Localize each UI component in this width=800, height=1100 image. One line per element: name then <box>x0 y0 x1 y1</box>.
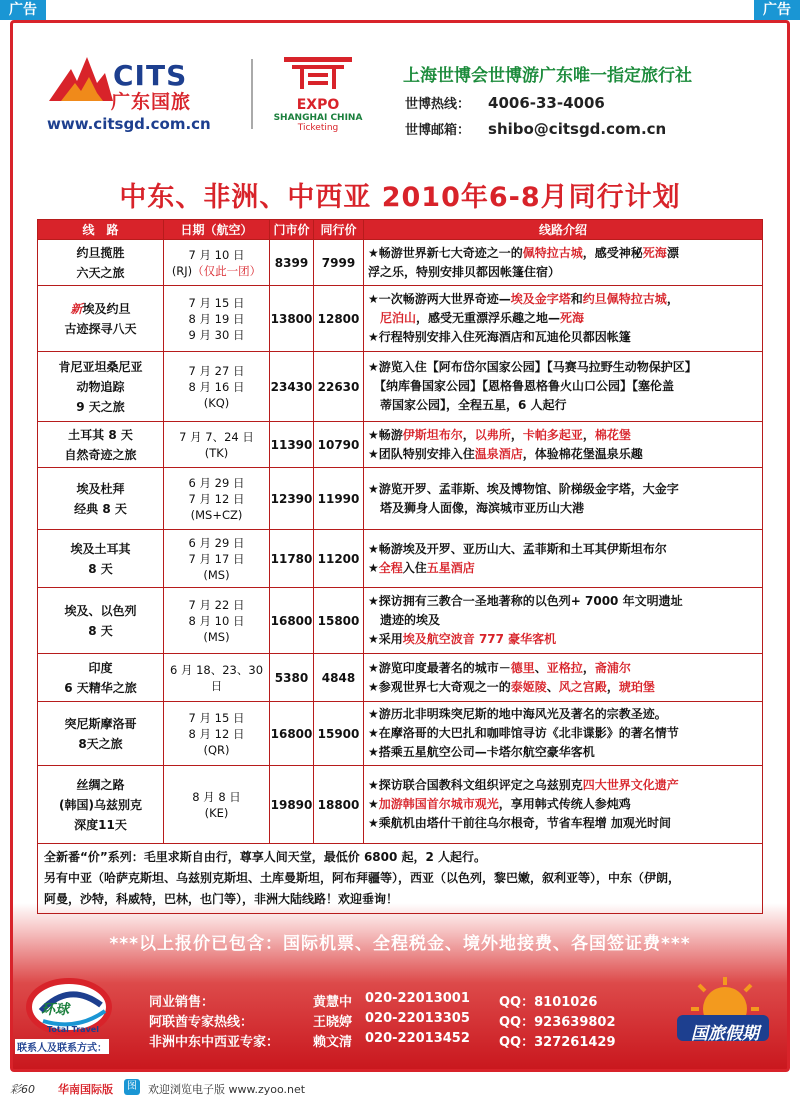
route-line: 6 天精华之旅 <box>64 680 137 695</box>
desc-text: ★采用 <box>368 632 403 646</box>
expo-sub: SHANGHAI CHINA <box>273 113 363 123</box>
table-header-row <box>38 220 763 240</box>
highlight-text: 泰姬陵 <box>510 679 547 694</box>
desc-line <box>368 426 758 445</box>
highlight-text: 斋浦尔 <box>594 660 631 675</box>
highlight-text: 风之宫殿 <box>558 679 607 694</box>
desc-text: ★团队特别安排入住 <box>368 446 475 461</box>
table-row <box>38 422 763 468</box>
desc-text: ★探访联合国教科文组织评定之乌兹别克 <box>368 778 583 792</box>
route-line: 8天之旅 <box>78 736 123 751</box>
date-cell <box>164 286 270 352</box>
hotline-value[interactable]: 4006-33-4006 <box>488 94 605 112</box>
highlight-text: 卡帕多起亚 <box>522 427 583 442</box>
date-line: 7 月 27 日 <box>188 363 245 378</box>
publication-name: 华南国际版 <box>58 1083 113 1096</box>
highlight-text: 约旦佩特拉古城 <box>582 292 667 306</box>
table-row <box>38 766 763 844</box>
expo-emblem-icon <box>278 53 358 93</box>
route-description <box>364 240 763 286</box>
table-footnote-row <box>38 844 763 914</box>
highlight-text: 棉花堡 <box>594 427 631 442</box>
route-description <box>364 352 763 422</box>
date-line: 9 月 30 日 <box>188 327 245 342</box>
new-badge: 新 <box>70 301 83 316</box>
route-line: 丝绸之路 <box>76 777 125 792</box>
desc-text: 、 <box>546 679 559 694</box>
retail-price: 16800 <box>270 588 314 654</box>
desc-text: ★乘航机由塔什干前往乌尔根奇，节省车程增 加观光时间 <box>368 816 671 830</box>
total-travel-cn: 环球 <box>41 1002 69 1018</box>
date-line: (KE) <box>204 805 229 820</box>
desc-text: ， <box>666 292 679 306</box>
table-footnote <box>38 844 763 914</box>
trade-price: 7999 <box>314 240 364 286</box>
retail-price: 5380 <box>270 654 314 702</box>
desc-line <box>368 244 758 263</box>
trade-price: 11990 <box>314 468 364 530</box>
contact-phone[interactable]: 020-22013001 <box>365 991 470 1006</box>
route-line: 埃及杜拜 <box>76 481 125 496</box>
route-cell <box>38 530 164 588</box>
table-row <box>38 654 763 702</box>
desc-text: 遗迹的埃及 <box>368 613 441 627</box>
table-row <box>38 352 763 422</box>
tour-plan-table <box>37 219 763 914</box>
desc-text: ★畅游世界新七大奇迹之一的 <box>368 245 523 260</box>
route-line: 古迹探寻八天 <box>64 321 137 336</box>
desc-line <box>368 743 758 762</box>
highlight-text: 死海 <box>560 311 585 325</box>
ad-tag-left: 广告 <box>0 0 46 20</box>
desc-text: ★搭乘五星航空公司—卡塔尔航空豪华客机 <box>368 745 595 759</box>
route-description <box>364 766 763 844</box>
date-cell <box>164 588 270 654</box>
highlight-text: 埃及金字塔 <box>510 292 571 306</box>
table-row <box>38 530 763 588</box>
desc-text: ，享用韩式传统人参炖鸡 <box>498 797 631 811</box>
route-cell <box>38 286 164 352</box>
desc-text: 入住 <box>402 560 427 575</box>
table-row <box>38 240 763 286</box>
date-line: 8 月 10 日 <box>188 613 245 628</box>
desc-line <box>368 559 758 578</box>
retail-price: 11390 <box>270 422 314 468</box>
highlight-text: 温泉酒店 <box>474 446 523 461</box>
desc-text: ★游历北非明珠突尼斯的地中海风光及著名的宗教圣迹。 <box>368 707 667 721</box>
route-cell <box>38 588 164 654</box>
desc-line <box>368 377 758 396</box>
highlight-text: 埃及航空波音 777 豪华客机 <box>402 632 557 646</box>
highlight-text: 伊斯坦布尔 <box>402 427 463 442</box>
footnote-1: 全新番“价”系列：毛里求斯自由行，尊享人间天堂，最低价 6800 起，2 人起行。 <box>44 850 487 864</box>
email-label: 世博邮箱： <box>405 123 471 138</box>
trade-price: 12800 <box>314 286 364 352</box>
contact-label: 同业销售： <box>149 995 215 1010</box>
highlight-text: 尼泊山 <box>380 311 417 325</box>
desc-text: 、 <box>534 660 547 675</box>
highlight-text: 德里 <box>510 660 535 675</box>
date-line: (MS+CZ) <box>190 507 243 522</box>
brand-cn: 广东国旅 <box>111 91 192 113</box>
desc-line <box>368 659 758 678</box>
header <box>13 23 787 141</box>
route-cell <box>38 702 164 766</box>
retail-price: 16800 <box>270 702 314 766</box>
page-footer <box>0 1076 800 1100</box>
desc-text: ★ <box>368 560 379 575</box>
desc-text: ★ <box>368 797 379 811</box>
highlight-text: 死海 <box>642 245 667 260</box>
route-cell <box>38 240 164 286</box>
header-divider <box>251 59 253 129</box>
route-cell <box>38 766 164 844</box>
desc-line <box>368 678 758 697</box>
contact-caption: 联系人及联系方式： <box>15 1039 109 1054</box>
desc-line <box>368 705 758 724</box>
desc-text: 蒂国家公园】，全程五星，6 人起行 <box>368 398 567 412</box>
desc-text: ★一次畅游两大世界奇迹— <box>368 292 511 306</box>
route-description <box>364 654 763 702</box>
route-line: 六天之旅 <box>76 265 125 280</box>
desc-line <box>368 309 758 328</box>
highlight-text: 琥珀堡 <box>618 679 655 694</box>
hotline-label: 世博热线： <box>405 97 471 112</box>
expo-logo <box>268 53 368 138</box>
route-line: 8 天 <box>88 623 113 638</box>
single-group-note: （仅此一团） <box>192 263 262 278</box>
date-line <box>164 263 269 279</box>
desc-line <box>368 795 758 814</box>
route-line: 肯尼亚坦桑尼亚 <box>58 359 143 374</box>
route-line: 新埃及约旦 <box>70 301 131 316</box>
table-row <box>38 468 763 530</box>
date-line: 8 月 19 日 <box>188 311 245 326</box>
date-line: 7 月 12 日 <box>188 491 245 506</box>
date-line: 日 <box>210 678 223 693</box>
highlight-text: 亚格拉 <box>546 660 583 675</box>
highlight-text: 加游韩国首尔城市观光 <box>378 797 499 811</box>
date-line: 7 月 10 日 <box>188 247 245 262</box>
main-title: 中东、非洲、中西亚 2010年6-8月同行计划 <box>119 182 681 213</box>
desc-text: ， <box>510 427 523 442</box>
route-line: 土耳其 8 天 <box>68 427 133 442</box>
highlight-text: 以弗所 <box>474 427 511 442</box>
route-line: 动物追踪 <box>76 379 125 394</box>
route-description <box>364 422 763 468</box>
date-line: 6 月 18、23、30 <box>169 662 264 677</box>
desc-text: ★探访拥有三教合一圣地著称的以色列+ 7000 年文明遗址 <box>368 594 683 608</box>
desc-line <box>368 611 758 630</box>
th-route: 线 路 <box>38 220 164 240</box>
retail-price: 13800 <box>270 286 314 352</box>
hotline-line <box>405 93 605 112</box>
date-line: (KQ) <box>203 395 230 410</box>
trade-price: 15900 <box>314 702 364 766</box>
route-description <box>364 468 763 530</box>
desc-line <box>368 396 758 415</box>
date-line: 8 月 8 日 <box>192 789 241 804</box>
desc-text: ，感受神秘 <box>582 245 643 260</box>
retail-price: 23430 <box>270 352 314 422</box>
date-line: (MS) <box>203 567 230 582</box>
desc-text: ★畅游 <box>368 427 403 442</box>
date-cell <box>164 240 270 286</box>
th-desc: 线路介绍 <box>364 220 763 240</box>
route-line: (韩国)乌兹别克 <box>59 797 142 812</box>
trade-price: 11200 <box>314 530 364 588</box>
desc-text: 漂 <box>666 245 679 260</box>
desc-line <box>368 328 758 347</box>
desc-text: ，体验棉花堡温泉乐趣 <box>522 446 643 461</box>
contact-label: 非洲中东中西亚专家： <box>149 1035 280 1050</box>
date-line: (MS) <box>203 629 230 644</box>
desc-line <box>368 724 758 743</box>
desc-line <box>368 814 758 833</box>
highlight-text: 佩特拉古城 <box>522 245 583 260</box>
table-body <box>38 240 763 844</box>
date-cell <box>164 654 270 702</box>
desc-text: ， <box>582 660 595 675</box>
route-cell <box>38 654 164 702</box>
date-line: (QR) <box>203 742 230 757</box>
th-retail: 门市价 <box>270 220 314 240</box>
cits-holiday-text: 国旅假期 <box>691 1024 759 1044</box>
desc-text: ★游览入住【阿布岱尔国家公园】【马赛马拉野生动物保护区】 <box>368 360 697 374</box>
route-line: 突尼斯摩洛哥 <box>64 716 137 731</box>
footer-note[interactable]: 欢迎浏览电子版 www.zyoo.net <box>148 1083 306 1096</box>
cits-holiday-logo <box>673 975 773 1045</box>
date-cell <box>164 766 270 844</box>
desc-text: ， <box>606 679 619 694</box>
route-line: 9 天之旅 <box>76 399 125 414</box>
trade-price: 18800 <box>314 766 364 844</box>
date-cell <box>164 468 270 530</box>
retail-price: 12390 <box>270 468 314 530</box>
date-line: 8 月 12 日 <box>188 726 245 741</box>
retail-price: 19890 <box>270 766 314 844</box>
date-cell <box>164 422 270 468</box>
contact-qq[interactable]: QQ：8101026 <box>499 995 598 1010</box>
desc-text: ★游览印度最著名的城市－ <box>368 660 511 675</box>
date-line: 8 月 16 日 <box>188 379 245 394</box>
email-line <box>405 119 666 138</box>
airline-code: (RJ) <box>171 263 193 278</box>
retail-price: 11780 <box>270 530 314 588</box>
route-line: 埃及、以色列 <box>64 603 137 618</box>
desc-line <box>368 776 758 795</box>
expo-word: EXPO <box>296 97 340 113</box>
desc-text: 塔及狮身人面像，海滨城市亚历山大港 <box>368 500 585 515</box>
date-cell <box>164 702 270 766</box>
route-line: 埃及土耳其 <box>70 541 131 556</box>
desc-line <box>368 540 758 559</box>
route-description <box>364 588 763 654</box>
desc-line <box>368 290 758 309</box>
table-row <box>38 588 763 654</box>
desc-text: ， <box>582 427 595 442</box>
route-line: 经典 8 天 <box>74 501 127 516</box>
route-description <box>364 530 763 588</box>
desc-text: ，感受无重漂浮乐趣之地— <box>416 311 561 325</box>
total-travel-en: Total Travel <box>47 1025 99 1034</box>
trade-price: 22630 <box>314 352 364 422</box>
route-cell <box>38 422 164 468</box>
page-number: 彩60 <box>10 1083 35 1096</box>
table-row <box>38 702 763 766</box>
desc-text: ★游览开罗、孟菲斯、埃及博物馆、阶梯级金字塔，大金字 <box>368 481 679 496</box>
trade-price: 15800 <box>314 588 364 654</box>
date-cell <box>164 530 270 588</box>
contact-label: 阿联酋专家热线： <box>149 1015 254 1030</box>
trade-price: 10790 <box>314 422 364 468</box>
route-description <box>364 702 763 766</box>
date-cell <box>164 352 270 422</box>
highlight-text: 五星酒店 <box>426 560 475 575</box>
price-included-note: ***以上报价已包含：国际机票、全程税金、境外地接费、各国签证费*** <box>109 934 691 954</box>
route-line: 自然奇迹之旅 <box>64 447 137 462</box>
trade-price: 4848 <box>314 654 364 702</box>
date-line: 7 月 17 日 <box>188 551 245 566</box>
desc-line <box>368 480 758 499</box>
contact-qq[interactable]: QQ：327261429 <box>499 1035 616 1050</box>
brand-url[interactable]: www.citsgd.com.cn <box>47 115 211 133</box>
th-date: 日期（航空） <box>164 220 270 240</box>
route-cell <box>38 468 164 530</box>
route-line: 深度11天 <box>74 817 127 832</box>
route-cell <box>38 352 164 422</box>
highlight-text: 四大世界文化遗产 <box>582 778 679 792</box>
agency-title: 上海世博会世博游广东唯一指定旅行社 <box>403 66 692 86</box>
desc-line <box>368 445 758 464</box>
email-value[interactable]: shibo@citsgd.com.cn <box>488 120 667 138</box>
desc-text: ， <box>462 427 475 442</box>
desc-line <box>368 358 758 377</box>
date-line: 7 月 15 日 <box>188 710 245 725</box>
desc-text: ★在摩洛哥的大巴扎和咖啡馆寻访《北非谍影》的著名情节 <box>368 726 679 740</box>
th-trade: 同行价 <box>314 220 364 240</box>
total-travel-logo <box>21 971 131 1043</box>
desc-line <box>368 592 758 611</box>
route-line: 8 天 <box>88 561 113 576</box>
date-line: 6 月 29 日 <box>188 475 245 490</box>
contact-name: 赖文清 <box>313 1035 353 1050</box>
desc-text <box>368 311 380 325</box>
contact-phone[interactable]: 020-22013452 <box>365 1031 470 1046</box>
ad-tag-right: 广告 <box>754 0 800 20</box>
footnote-2: 另有中亚（哈萨克斯坦、乌兹别克斯坦、土库曼斯坦，阿布拜疆等），西亚（以色列，黎巴嫩，叙利亚等），中东（伊朗， <box>44 871 681 885</box>
contact-name: 黄慧中 <box>313 995 353 1010</box>
date-line: (TK) <box>204 445 229 460</box>
contact-qq[interactable]: QQ：923639802 <box>499 1015 616 1030</box>
publication-badge: 图 <box>124 1079 140 1095</box>
route-line: 约旦揽胜 <box>76 245 125 260</box>
desc-text: 浮之乐，特别安排贝都因帐篷住宿） <box>368 264 561 279</box>
contact-name: 王晓婷 <box>313 1015 353 1030</box>
highlight-text: 全程 <box>378 560 403 575</box>
contact-phone[interactable]: 020-22013305 <box>365 1011 470 1026</box>
footnote-3: 阿曼，沙特，科威特，巴林，也门等），非洲大陆线路！欢迎垂询！ <box>44 892 399 906</box>
desc-line <box>368 499 758 518</box>
desc-line <box>368 630 758 649</box>
brand-en: CITS <box>113 59 188 92</box>
date-line: 7 月 22 日 <box>188 597 245 612</box>
table-row <box>38 286 763 352</box>
date-line: 7 月 15 日 <box>188 295 245 310</box>
desc-text: 和 <box>570 292 583 306</box>
desc-text: ★行程特别安排入住死海酒店和瓦迪伦贝都因帐篷 <box>368 330 631 344</box>
desc-text: 【纳库鲁国家公园】【恩格鲁恩格鲁火山口公园】【塞伦盖 <box>368 379 675 393</box>
desc-line <box>368 263 758 282</box>
route-line: 印度 <box>88 660 113 675</box>
desc-text: ★参观世界七大奇观之一的 <box>368 679 511 694</box>
desc-text: ★畅游埃及开罗、亚历山大、孟菲斯和土耳其伊斯坦布尔 <box>368 541 667 556</box>
retail-price: 8399 <box>270 240 314 286</box>
date-line: 7 月 7、24 日 <box>179 429 254 444</box>
date-line: 6 月 29 日 <box>188 535 245 550</box>
route-description <box>364 286 763 352</box>
expo-ticketing: Ticketing <box>297 123 339 133</box>
ad-frame <box>10 20 790 1072</box>
